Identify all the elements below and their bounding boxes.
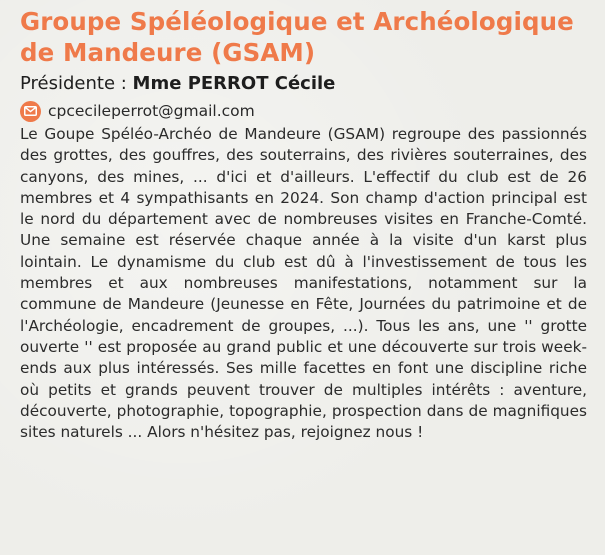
club-title-line-2: de Mandeure (GSAM)	[20, 38, 316, 67]
club-title	[20, 6, 587, 68]
email-address[interactable]: cpcecileperrot@gmail.com	[48, 102, 255, 120]
president-label: Présidente :	[20, 73, 133, 94]
club-description: Le Goupe Spéléo-Archéo de Mandeure (GSAM) regroupe des passionnés des grottes, des gouffres, des souterrains, des rivières souterraines, des canyons, des mines, ... d'ici et d'ailleurs. L'effectif du club est de 26 membres et 4 sympathisants en 2024. Son champ d'action principal est le nord du département avec de nombreuses visites en Franche-Comté. Une semaine est réservée chaque année à la visite d'un karst plus lointain. Le dynamisme du club est dû à l'investissement de tous les membres et aux nombreuses manifestations, notamment sur la commune de Mandeure (Jeunesse en Fête, Journées du patrimoine et de l'Archéologie, encadrement de groupes, ...). Tous les ans, une '' grotte ouverte '' est proposée au grand public et une découverte sur trois week-ends aux plus intéressés. Ses mille facettes en font une discipline riche où petits et grands peuvent trouver de multiples intérêts : aventure, découverte, photographie, topographie, prospection dans de magnifiques sites naturels ... Alors n'hésitez pas, rejoignez nous !	[20, 125, 587, 442]
envelope-glyph	[24, 106, 37, 116]
president-line	[20, 72, 587, 96]
email-row	[20, 100, 587, 122]
mail-icon	[20, 101, 41, 122]
club-title-line-1: Groupe Spéléologique et Archéologique	[20, 7, 574, 36]
president-name: Mme PERROT Cécile	[132, 73, 336, 94]
